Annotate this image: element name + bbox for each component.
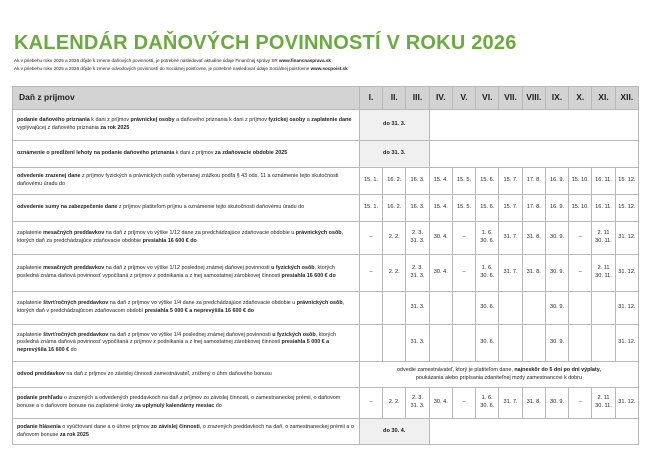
obligation-description — [13, 362, 360, 388]
deadline-cell: 2. 2. — [383, 222, 406, 255]
deadline-cell: do 30. 4. — [359, 419, 429, 445]
obligation-description — [13, 255, 360, 292]
table-row — [13, 168, 639, 195]
deadline-cell: 30. 4. — [429, 255, 452, 292]
emphasis-text: podanie daňového priznania — [17, 117, 90, 124]
deadline-cell: – — [452, 255, 475, 292]
text-fragment: zaplatenie — [17, 265, 44, 272]
deadline-cell: 16. 3. — [406, 195, 429, 222]
table-row — [13, 222, 639, 255]
emphasis-text: právnickej osoby — [130, 117, 175, 124]
column-header-month: VII. — [499, 87, 522, 110]
deadline-cell — [499, 292, 522, 325]
emphasis-text: za uplynulý kalendárny mesiac — [135, 403, 215, 409]
deadline-cell: 31. 7. — [499, 222, 522, 255]
deadline-cell: 2. 2. — [383, 255, 406, 292]
deadline-cell — [569, 292, 592, 325]
text-fragment: na daň z príjmov vo výške 1/4 poslednej známej daňovej povinnosti — [108, 331, 273, 338]
emphasis-text: mesačných preddavkov — [43, 265, 105, 272]
text-fragment: , ktorých posledná známa daňová povinnosť vypočítaná z príjmov z podnikania a z inej samostatnej zárobkovej činnosti — [17, 331, 337, 346]
deadline-cell: 15. 7. — [499, 195, 522, 222]
emphasis-text: u fyzických osôb — [272, 331, 316, 338]
text-fragment: z príjmov platiteľom príjmu a oznámenie tejto skutočnosti daňovému úradu do — [117, 204, 305, 211]
deadline-cell — [452, 292, 475, 325]
deadline-cell: 31. 12. — [615, 325, 638, 362]
deadline-cell: 31. 8. — [522, 388, 545, 419]
deadline-cell: 15. 4. — [429, 195, 452, 222]
note-link[interactable]: www.financnasprava.sk — [279, 58, 331, 63]
deadline-cell: 31. 12. — [615, 222, 638, 255]
deadline-cell: 15. 1. — [359, 168, 382, 195]
column-header-month: IX. — [545, 87, 568, 110]
deadline-cell: 31. 12. — [615, 388, 638, 419]
deadline-cell: 15. 12. — [615, 195, 638, 222]
note-socialna-poistovna — [14, 65, 348, 72]
deadline-cell: 30. 4. — [429, 388, 452, 419]
text-fragment: a — [305, 117, 312, 124]
deadline-cell: 15. 4. — [429, 168, 452, 195]
deadline-cell: 15. 5. — [452, 168, 475, 195]
deadline-cell: – — [359, 255, 382, 292]
tax-calendar-table — [12, 86, 639, 445]
deadline-cell: 16. 9. — [545, 195, 568, 222]
emphasis-text: presiahla 16 600 € do — [281, 273, 336, 279]
column-header-month: V. — [452, 87, 475, 110]
empty-cell — [429, 110, 638, 141]
obligation-description — [13, 419, 360, 445]
deadline-cell: 15. 12. — [615, 168, 638, 195]
deadline-cell: 15. 10. — [569, 195, 592, 222]
emphasis-text: odvedenie zrazenej dane — [17, 173, 81, 180]
obligation-description — [13, 292, 360, 325]
deadline-cell: 2. 3. 31. 3. — [406, 255, 429, 292]
table-row — [13, 325, 639, 362]
deadline-cell: 15. 6. — [476, 168, 499, 195]
deadline-cell: 30. 9. — [545, 222, 568, 255]
deadline-cell: 31. 8. — [522, 255, 545, 292]
column-header-month: IV. — [429, 87, 452, 110]
text-fragment: zaplatenie — [17, 331, 44, 338]
text-fragment: o vyúčtovaní dane a o úhrne príjmov — [60, 423, 151, 430]
deadline-cell: 16. 3. — [406, 168, 429, 195]
table-row — [13, 388, 639, 419]
deadline-cell: – — [452, 388, 475, 419]
text-fragment: k dani z príjmov — [89, 117, 131, 124]
text-fragment: o zrazených a odvedených preddavkoch na daň z príjmov zo závislej činnosti, o zamestnaneckej prémii, o daňovom bonuse a o daňovom bonuse na zaplatené úroky — [17, 395, 341, 409]
deadline-cell: 15. 7. — [499, 168, 522, 195]
column-header-month: X. — [569, 87, 592, 110]
note-link[interactable]: www.socpoist.sk — [310, 66, 348, 71]
emphasis-text: podanie prehľadu — [17, 395, 63, 402]
deadline-cell: 30. 4. — [429, 222, 452, 255]
text-fragment: a daňového priznania k dani z príjmov — [174, 117, 269, 124]
text-fragment: , o zrazených preddavkoch na daň, o zamestnaneckej prémii a o daňovom bonuse — [17, 423, 354, 438]
empty-cell — [429, 141, 638, 168]
text-fragment: vyplývajúcej z daňového priznania — [17, 125, 101, 131]
table-row — [13, 195, 639, 222]
deadline-cell: 17. 8. — [522, 168, 545, 195]
deadline-cell: 16. 2. — [383, 195, 406, 222]
deadline-cell: 31. 3. — [406, 325, 429, 362]
deadline-cell: 15. 10. — [569, 168, 592, 195]
note-financna-sprava — [14, 57, 331, 64]
table-row — [13, 419, 639, 445]
deadline-cell: 2. 3. 31. 3. — [406, 222, 429, 255]
table-row — [13, 292, 639, 325]
deadline-cell: 2. 11 30. 11. — [592, 388, 615, 419]
deadline-cell — [383, 292, 406, 325]
deadline-cell: 30. 9. — [545, 292, 568, 325]
deadline-cell — [499, 325, 522, 362]
emphasis-text: presiahla 16 600 € do — [142, 238, 197, 244]
deadline-cell — [359, 292, 382, 325]
table-row — [13, 362, 639, 388]
deadline-cell — [522, 292, 545, 325]
table-header-row — [13, 87, 639, 110]
emphasis-text: štvrťročných preddavkov — [43, 300, 109, 307]
table-row — [13, 141, 639, 168]
deadline-cell — [522, 325, 545, 362]
text-fragment: k dani z príjmov — [174, 150, 215, 157]
deadline-cell: 30. 9. — [545, 388, 568, 419]
emphasis-text: mesačných preddavkov — [43, 230, 105, 237]
deadline-cell — [383, 325, 406, 362]
deadline-cell — [569, 325, 592, 362]
note-text: Ak v priebehu roku 2025 a 2026 dôjde k zmene odvodových povinností do Sociálnej poisťovne, je potrebné nasledovať údaje Sociálnej poisťovne — [14, 66, 311, 71]
deadline-cell: – — [569, 388, 592, 419]
emphasis-text: zaplatenie dane — [311, 117, 352, 124]
text-fragment: na daň z príjmov vo výške 1/12 dane za predchádzajúce zdaňovacie obdobie u — [104, 230, 296, 237]
deadline-cell: 16. 11. — [592, 195, 615, 222]
text-fragment: zaplatenie — [17, 300, 44, 307]
column-header-month: VIII. — [522, 87, 545, 110]
emphasis-text: odvedenie sumy na zabezpečenie dane — [17, 204, 118, 211]
obligation-description — [13, 325, 360, 362]
emphasis-text: u fyzických osôb — [271, 265, 315, 272]
obligation-description — [13, 168, 360, 195]
emphasis-text: právnických osôb — [296, 300, 343, 307]
text-fragment: , ktorých posledná známa daňová povinnosť vypočítaná z príjmov z podnikania a z inej samostatnej zárobkovej činnosti — [17, 265, 335, 279]
deadline-cell: 31. 7. — [499, 388, 522, 419]
emphasis-text: fyzickej osoby — [268, 117, 306, 124]
deadline-cell: 16. 11. — [592, 168, 615, 195]
emphasis-text: odvod preddavkov — [17, 370, 65, 377]
deadline-cell: 30. 6. — [476, 292, 499, 325]
column-header-month: II. — [383, 87, 406, 110]
text-fragment: z príjmov fyzických a právnických osôb vyberanej zrážkou podľa § 43 ods. 11 a oznámenie tejto skutočnosti daňovému úradu do — [17, 173, 339, 187]
deadline-cell: 2. 11 30. 11. — [592, 255, 615, 292]
deadline-note-cell — [359, 362, 638, 388]
obligation-description — [13, 141, 360, 168]
emphasis-text: za rok 2025 — [100, 125, 130, 131]
text-fragment: na daň z príjmov vo výške 1/4 dane za predchádzajúce zdaňovacie obdobie u — [108, 300, 297, 307]
deadline-cell — [359, 325, 382, 362]
deadline-cell: 17. 8. — [522, 195, 545, 222]
deadline-cell: 31. 12. — [615, 255, 638, 292]
deadline-cell: – — [359, 388, 382, 419]
deadline-cell: 2. 2. — [383, 388, 406, 419]
text-fragment: , ktorých daň v predchádzajúcom zdaňovacom období — [17, 300, 345, 314]
column-header-month: XI. — [592, 87, 615, 110]
text-fragment: na daň z príjmov zo závislej činnosti zamestnávateľ, znížený o úhrn daňového bonusu — [64, 370, 272, 377]
deadline-cell: – — [359, 222, 382, 255]
deadline-cell: 16. 9. — [545, 168, 568, 195]
emphasis-text: právnických osôb — [295, 230, 342, 237]
emphasis-text: najneskôr do 5 dní po dni výplaty, — [514, 366, 601, 373]
text-fragment: odvedie zamestnávateľ, ktorý je platiteľom dane, — [397, 366, 515, 373]
text-fragment: zaplatenie — [17, 230, 44, 237]
text-fragment: , ktorých daň za predchádzajúce zdaňovacie obdobie — [17, 230, 344, 244]
column-header-month: VI. — [476, 87, 499, 110]
emphasis-text: zo závislej činnosti — [150, 423, 200, 430]
table-row — [13, 110, 639, 141]
deadline-cell — [592, 292, 615, 325]
table-row — [13, 255, 639, 292]
deadline-cell: 30. 9. — [545, 255, 568, 292]
deadline-cell: 2. 3. 31. 3. — [406, 388, 429, 419]
deadline-cell — [592, 325, 615, 362]
deadline-cell — [452, 325, 475, 362]
deadline-cell: – — [569, 255, 592, 292]
empty-cell — [429, 419, 638, 445]
note-text: Ak v priebehu roku 2025 a 2026 dôjde k zmene daňových povinností, je potrebné nasledovať aktuálne údaje Finančnej správy SR — [14, 58, 280, 63]
deadline-cell: 31. 3. — [406, 292, 429, 325]
column-header-month: III. — [406, 87, 429, 110]
emphasis-text: podanie hlásenia — [17, 423, 61, 430]
page-title: KALENDÁR DAŇOVÝCH POVINNOSTÍ V ROKU 2026 — [14, 32, 517, 54]
emphasis-text: za zdaňovacie obdobie 2025 — [215, 150, 288, 157]
deadline-cell: 30. 9. — [545, 325, 568, 362]
deadline-cell: – — [569, 222, 592, 255]
deadline-cell: 2. 11 30. 11. — [592, 222, 615, 255]
deadline-cell: 31. 7. — [499, 255, 522, 292]
deadline-cell: 31. 12. — [615, 292, 638, 325]
deadline-cell: do 31. 3. — [359, 110, 429, 141]
deadline-cell: do 31. 3. — [359, 141, 429, 168]
text-fragment: do — [214, 403, 222, 409]
emphasis-text: presiahla 5 000 € a neprevýšila 16 600 € do — [144, 308, 255, 314]
column-header-description: Daň z príjmov — [13, 87, 360, 110]
obligation-description — [13, 222, 360, 255]
deadline-cell: 1. 6. 30. 6. — [476, 388, 499, 419]
obligation-description — [13, 195, 360, 222]
emphasis-text: presiahla 5 000 € a neprevýšila 16 600 € — [17, 339, 330, 353]
deadline-cell: 1. 6. 30. 6. — [476, 222, 499, 255]
deadline-cell: – — [452, 222, 475, 255]
emphasis-text: štvrťročných preddavkov — [43, 331, 109, 338]
emphasis-text: za rok 2025 — [59, 431, 89, 438]
deadline-cell — [429, 292, 452, 325]
text-fragment: na daň z príjmov vo výške 1/12 poslednej známej daňovej povinnosti — [104, 265, 272, 272]
deadline-cell: 30. 6. — [476, 325, 499, 362]
deadline-cell: 1. 6. 30. 6. — [476, 255, 499, 292]
text-fragment: poukázania alebo pripísania zdaniteľnej mzdy zamestnancovi k dobru — [415, 374, 582, 381]
obligation-description — [13, 388, 360, 419]
column-header-month: XII. — [615, 87, 638, 110]
column-header-month: I. — [359, 87, 382, 110]
obligation-description — [13, 110, 360, 141]
deadline-cell: 16. 2. — [383, 168, 406, 195]
deadline-cell: 31. 8. — [522, 222, 545, 255]
deadline-cell — [429, 325, 452, 362]
emphasis-text: oznámenie o predĺžení lehoty na podanie daňového priznania — [17, 150, 175, 157]
deadline-cell: 15. 1. — [359, 195, 382, 222]
deadline-cell: 15. 5. — [452, 195, 475, 222]
deadline-cell: 15. 6. — [476, 195, 499, 222]
text-fragment: do — [69, 346, 77, 353]
